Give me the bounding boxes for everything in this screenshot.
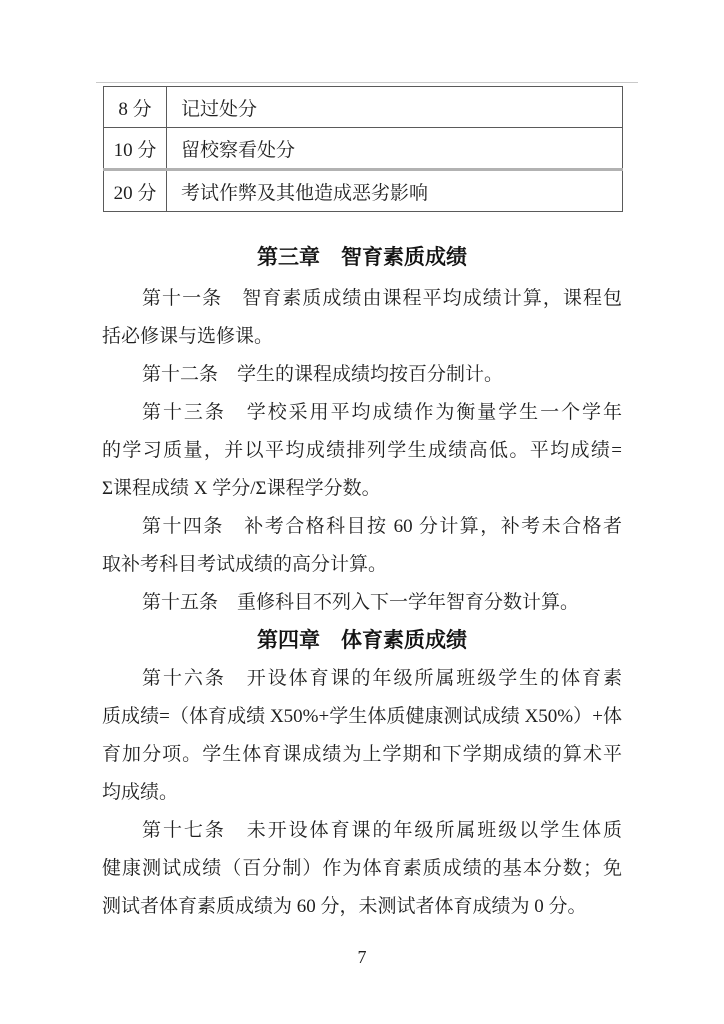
article-14-line-1: 第十四条 补考合格科目按 60 分计算，补考未合格者 — [142, 516, 622, 537]
article-11-line-1: 第十一条 智育素质成绩由课程平均成绩计算，课程包 — [142, 288, 622, 309]
article-14-line-2: 取补考科目考试成绩的高分计算。 — [102, 554, 388, 575]
article-12-line-1: 第十二条 学生的课程成绩均按百分制计。 — [142, 364, 504, 385]
article-17-line-1: 第十七条 未开设体育课的年级所属班级以学生体质 — [142, 820, 622, 841]
table-row — [104, 170, 623, 212]
table-desc-cell: 记过处分 — [167, 87, 623, 128]
table-score-cell: 20 分 — [104, 170, 167, 212]
table-desc-cell: 考试作弊及其他造成恶劣影响 — [167, 170, 623, 212]
article-13-line-3: Σ课程成绩 X 学分/Σ课程学分数。 — [102, 478, 381, 499]
table-score-cell: 8 分 — [104, 87, 167, 128]
article-17-line-3: 测试者体育素质成绩为 60 分，未测试者体育成绩为 0 分。 — [102, 896, 587, 917]
score-table — [103, 86, 623, 212]
article-13-line-1: 第十三条 学校采用平均成绩作为衡量学生一个学年 — [142, 402, 622, 423]
article-11-line-2: 括必修课与选修课。 — [102, 326, 274, 347]
article-16-line-4: 均成绩。 — [102, 782, 179, 803]
article-16-line-1: 第十六条 开设体育课的年级所属班级学生的体育素 — [142, 668, 622, 689]
table-desc-cell: 留校察看处分 — [167, 128, 623, 170]
table-row — [104, 87, 623, 128]
penalty-score-table — [96, 82, 638, 212]
article-15-line-1: 第十五条 重修科目不列入下一学年智育分数计算。 — [142, 592, 580, 613]
article-16-line-3: 育加分项。学生体育课成绩为上学期和下学期成绩的算术平 — [102, 744, 622, 765]
page-number: 7 — [357, 947, 367, 967]
chapter-3-heading: 第三章 智育素质成绩 — [257, 246, 467, 269]
table-score-cell: 10 分 — [104, 128, 167, 170]
article-17-line-2: 健康测试成绩（百分制）作为体育素质成绩的基本分数；免 — [102, 858, 622, 879]
document-body — [102, 236, 622, 926]
chapter-4-heading: 第四章 体育素质成绩 — [257, 629, 467, 652]
article-16-line-2: 质成绩=（体育成绩 X50%+学生体质健康测试成绩 X50%）+体 — [102, 706, 622, 727]
article-13-line-2: 的学习质量，并以平均成绩排列学生成绩高低。平均成绩= — [102, 440, 622, 461]
table-row — [104, 128, 623, 170]
